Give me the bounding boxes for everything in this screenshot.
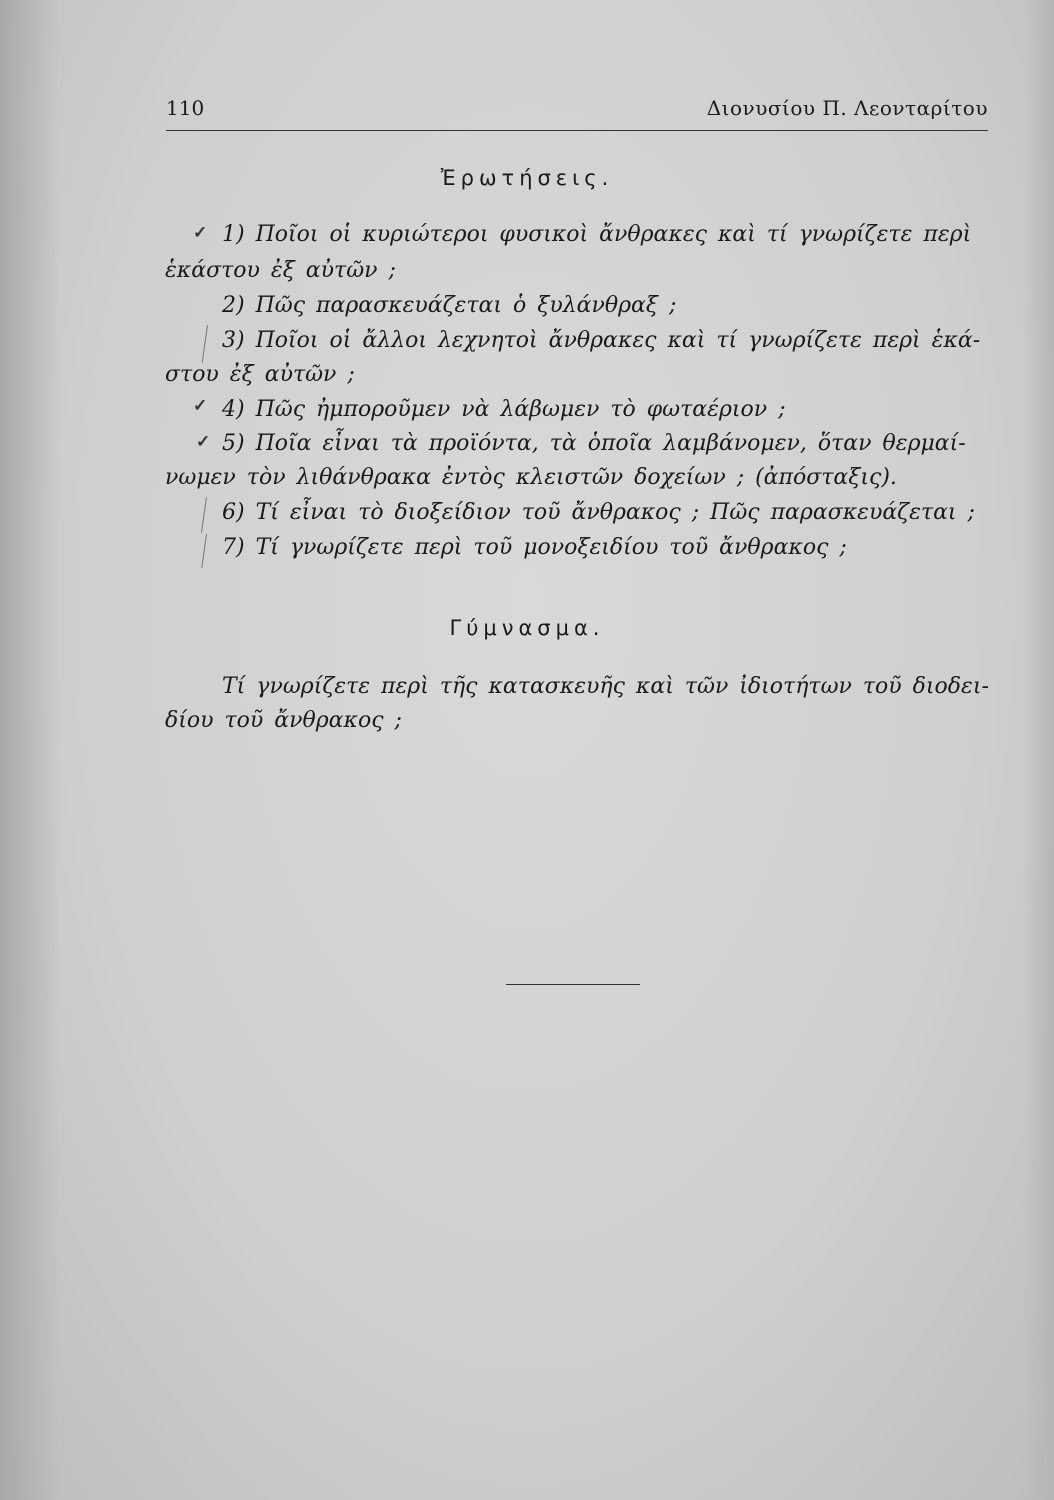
- page-edge: [1024, 0, 1054, 1500]
- question-1-line-1: 1) Ποῖοι οἱ κυριώτεροι φυσικοὶ ἄνθρακες καὶ τί γνωρίζετε περὶ: [222, 222, 972, 247]
- check-mark-icon: ✓: [193, 396, 208, 416]
- question-5-line-1: 5) Ποῖα εἶναι τὰ προϊόντα, τὰ ὁποῖα λαμβάνομεν, ὅταν θερμαί-: [222, 431, 966, 456]
- question-6: 6) Τί εἶναι τὸ διοξείδιον τοῦ ἄνθρακος ; Πῶς παρασκευάζεται ;: [222, 500, 975, 525]
- end-rule: [506, 984, 640, 985]
- check-mark-icon: ✓: [193, 223, 208, 243]
- exercise-title: Γύμνασμα.: [449, 616, 605, 640]
- question-3-line-2: στου ἐξ αὐτῶν ;: [165, 362, 355, 387]
- question-7: 7) Τί γνωρίζετε περὶ τοῦ μονοξειδίου τοῦ ἄνθρακος ;: [222, 535, 847, 560]
- pencil-mark-icon: [201, 497, 207, 533]
- exercise-line-2: δίου τοῦ ἄνθρακος ;: [165, 708, 402, 733]
- question-4: 4) Πῶς ἠμποροῦμεν νὰ λάβωμεν τὸ φωταέριον ;: [222, 397, 786, 422]
- binding-shadow: [0, 0, 60, 1500]
- running-head: Διονυσίου Π. Λεονταρίτου: [706, 96, 988, 120]
- question-5-line-2: νωμεν τὸν λιθάνθρακα ἐντὸς κλειστῶν δοχείων ; (ἀπόσταξις).: [165, 465, 897, 490]
- check-mark-icon: ✓: [196, 432, 211, 452]
- questions-title: Ἐρωτήσεις.: [440, 166, 614, 190]
- page-header: [166, 94, 988, 131]
- exercise-line-1: Τί γνωρίζετε περὶ τῆς κατασκευῆς καὶ τῶν ἰδιοτήτων τοῦ διοδει-: [222, 674, 989, 699]
- pencil-mark-icon: [201, 534, 207, 568]
- page-number: 110: [166, 96, 205, 120]
- question-1-line-2: ἑκάστου ἐξ αὐτῶν ;: [165, 258, 396, 283]
- question-2: 2) Πῶς παρασκευάζεται ὁ ξυλάνθραξ ;: [222, 293, 677, 318]
- question-3-line-1: 3) Ποῖοι οἱ ἄλλοι λεχνητοὶ ἄνθρακες καὶ τί γνωρίζετε περὶ ἑκά-: [222, 328, 981, 353]
- pencil-mark-icon: [202, 325, 208, 363]
